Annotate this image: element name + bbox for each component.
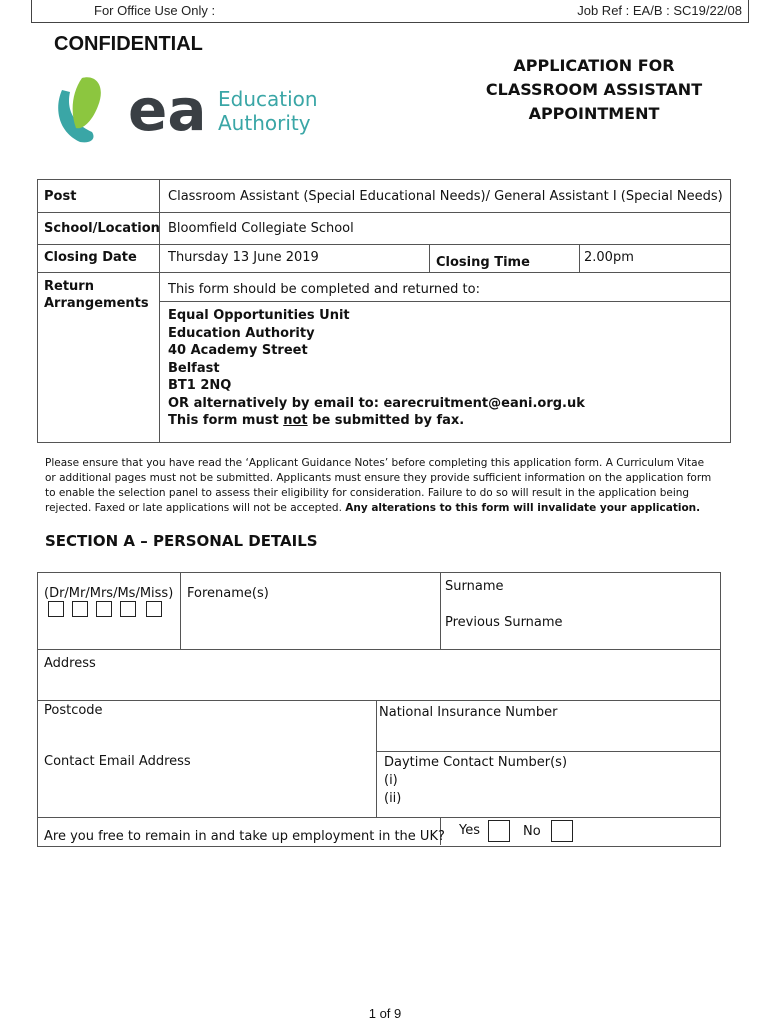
office-use-label: For Office Use Only :: [94, 3, 216, 18]
title-checkbox-mrs[interactable]: [96, 601, 112, 617]
ni-number-label: National Insurance Number: [379, 705, 558, 720]
guidance-note: Please ensure that you have read the ‘Applicant Guidance Notes’ before completing this application form. A Curriculum Vitae or additional pages must not be submitted. Applicants must ensure they provide sufficient information on the application form to enable the selection panel to assess their eligibility for consideration. Failure to do so will result in the application being rejected. Faxed or late applications will not be accepted. Any alterations to this form will invalidate your application.: [45, 457, 712, 514]
closing-time-label: Closing Time: [436, 255, 530, 270]
logo-leaf-green: [73, 77, 101, 128]
surname-label: Surname: [445, 579, 504, 594]
logo-line2: Authority: [218, 111, 311, 135]
address-label: Address: [44, 656, 96, 671]
post-label: Post: [44, 189, 77, 204]
return-address: [168, 307, 585, 430]
post-details-table: [37, 179, 731, 443]
return-intro: This form should be completed and returned to:: [168, 282, 480, 297]
logo-line1: Education: [218, 87, 318, 111]
school-value: Bloomfield Collegiate School: [168, 221, 354, 236]
fax-warning: This form must not be submitted by fax.: [168, 413, 465, 428]
title-checkbox-mr[interactable]: [72, 601, 88, 617]
title-label: (Dr/Mr/Mrs/Ms/Miss): [44, 586, 174, 601]
logo-mark: ea: [128, 76, 207, 144]
page-number: 1 of 9: [368, 1006, 402, 1021]
job-ref: Job Ref : EA/B : SC19/22/08: [577, 3, 742, 18]
no-checkbox[interactable]: [551, 820, 573, 842]
no-label: No: [523, 824, 541, 839]
personal-details-table: [37, 572, 721, 847]
previous-surname-label: Previous Surname: [445, 615, 563, 630]
address-line: Education Authority: [168, 325, 315, 341]
title-checkbox-ms[interactable]: [120, 601, 136, 617]
uk-employment-question: Are you free to remain in and take up employment in the UK?: [44, 829, 445, 844]
daytime-contact: Daytime Contact Number(s) (i) (ii): [384, 755, 568, 806]
form-title: APPLICATION FOR CLASSROOM ASSISTANT APPOINTMENT: [485, 56, 703, 123]
return-label: Return Arrangements: [44, 279, 149, 311]
address-line: Equal Opportunities Unit: [168, 308, 350, 323]
email-address-label: Contact Email Address: [44, 754, 191, 769]
education-authority-logo: [52, 72, 332, 146]
address-line: 40 Academy Street: [168, 343, 308, 358]
address-line: Belfast: [168, 360, 220, 376]
confidential-label: CONFIDENTIAL: [54, 33, 203, 55]
section-a-heading: SECTION A – PERSONAL DETAILS: [45, 532, 318, 550]
post-value: Classroom Assistant (Special Educational Needs)/ General Assistant I (Special Needs): [168, 189, 723, 204]
title-checkbox-dr[interactable]: [48, 601, 64, 617]
yes-checkbox[interactable]: [488, 820, 510, 842]
closing-date-value: Thursday 13 June 2019: [168, 250, 319, 265]
office-use-header: [31, 0, 749, 23]
closing-date-label: Closing Date: [44, 250, 137, 265]
school-label: School/Location: [44, 221, 160, 236]
yes-label: Yes: [459, 823, 480, 838]
postcode-label: Postcode: [44, 703, 103, 718]
email-line: OR alternatively by email to: earecruitment@eani.org.uk: [168, 395, 585, 411]
closing-time-value: 2.00pm: [584, 250, 634, 265]
title-checkbox-miss[interactable]: [146, 601, 162, 617]
forename-label: Forename(s): [187, 586, 269, 601]
address-line: BT1 2NQ: [168, 378, 232, 393]
